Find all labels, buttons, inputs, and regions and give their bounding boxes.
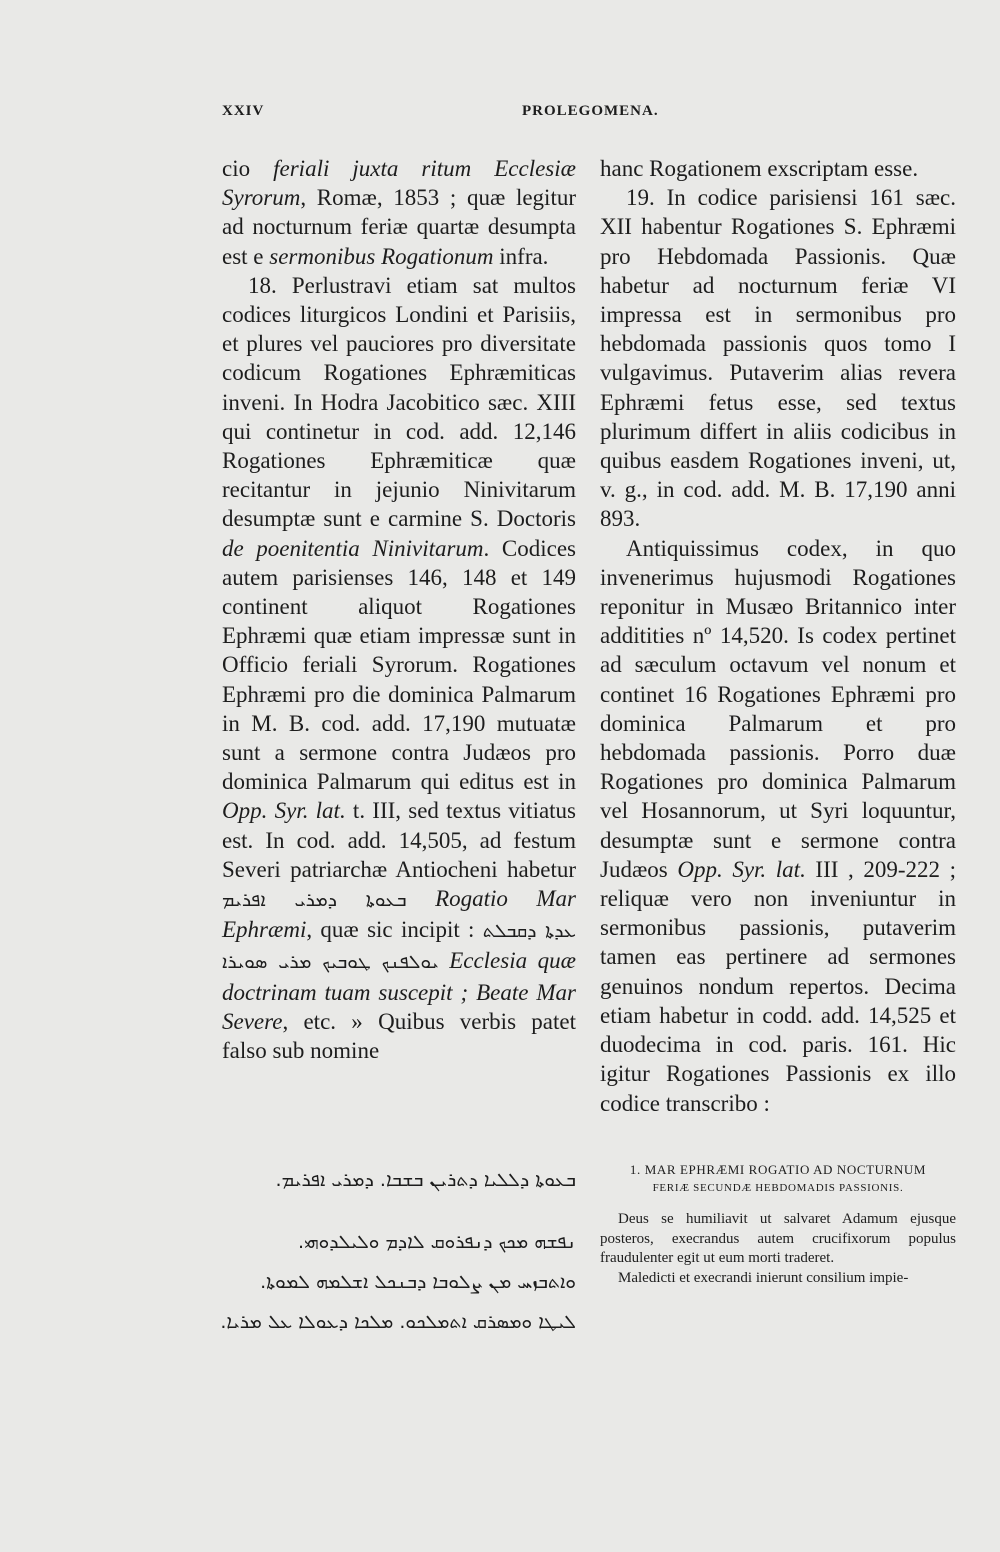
latin-translation-block: [600, 1160, 956, 1288]
translation-heading-line-2: FERIÆ SECUNDÆ HEBDOMADIS PASSIONIS.: [652, 1182, 904, 1194]
italic-text-run: feriali juxta ritum Ecclesiæ Syrorum: [222, 156, 576, 211]
right-text-column: [600, 154, 956, 1118]
paragraph: [600, 154, 956, 183]
translation-heading-line-1: 1. MAR EPHRÆMI ROGATIO AD NOCTURNUM: [629, 1162, 927, 1177]
italic-text-run: sermonibus Rogationum: [269, 243, 494, 269]
text-run: , quæ sic incipit :: [306, 917, 483, 943]
text-run: [407, 886, 435, 911]
italic-text-run: de poenitentia Ninivitarum: [222, 535, 484, 561]
left-text-column: [222, 154, 576, 1065]
text-run: cio: [222, 156, 274, 181]
text-run: Antiquissimus codex, in quo invenerimus hujusmodi Rogationes reponitur in Musæo Britannico inter additities nº 14,520. Is codex pertinet ad sæculum octavum vel nonum et continet 16 Rogationes Ephræmi pro dominica Palmarum et pro hebdomada passionis. Porro duæ Rogationes pro dominica Palmarum vel Hosannorum, ut Syri loquuntur, desumptæ sunt e sermone contra Judæos: [600, 535, 956, 882]
syriac-heading: ܒܥܘܬܐ ܕܠܠܝܐ ܕܬܪܝܢ ܒܫܒܐ. ܕܡܪܝ ܐܦܪܝܡ.: [275, 1169, 576, 1191]
translation-heading: [600, 1160, 956, 1198]
translation-text: [600, 1210, 956, 1288]
syriac-line: ܢܦܫܗ ܡܟܟ ܕܢܦܪܘܩ ܠܐܕܡ ܘܠܝܠܕܘܗܝ.: [298, 1231, 576, 1253]
syriac-text-block: [222, 1160, 576, 1342]
text-run: hanc Rogationem exscriptam esse.: [600, 156, 919, 181]
syriac-line: ܘܐܬܒܙܚ ܡܢ ܨܠܘܒܐ ܕܒܢܟܠ ܐܫܠܡܗ ܠܡܘܬܐ.: [260, 1271, 576, 1293]
italic-text-run: Opp. Syr. lat.: [222, 798, 346, 824]
paragraph: [600, 183, 956, 533]
italic-text-run: Rogatio Mar Ephræmi: [222, 886, 576, 943]
text-run: , Romæ, 1853 ; quæ legitur ad nocturnum feriæ quartæ desumpta est e: [222, 185, 576, 269]
text-run: 19. In codice parisiensi 161 sæc. XII habentur Rogationes S. Ephræmi pro Hebdomada Passionis. Quæ habetur ad nocturnum feriæ VI impressa est in sermonibus pro hebdomada passionis quos tomo I vulgavimus. Putaverim alias revera Ephræmi fetus esse, sed textus plurimum differt in aliis codicibus in quibus easdem Rogationes inveni, ut, v. g., in cod. add. M. B. 17,190 anni 893.: [600, 185, 956, 532]
paragraph: [222, 154, 576, 271]
running-title: PROLEGOMENA.: [522, 103, 659, 119]
text-run: . Codices autem parisienses 146, 148 et 149 continent aliquot Rogationes Ephræmi quæ etiam impressæ sunt in Officio feriali Syrorum. Rogationes Ephræmi pro die dominica Palmarum in M. B. cod. add. 17,190 mutuatæ sunt a sermone contra Judæos pro dominica Palmarum qui editus est in: [222, 535, 576, 795]
syriac-inline-text: ܥܕܬܐ ܕܩܒܠܬ ܝܘܠܦܢܟ ܛܘܒܝܟ ܡܪܝ ܣܘܝܪܐ: [222, 920, 576, 974]
page-number: XXIV: [222, 103, 265, 119]
paragraph: [222, 271, 576, 1065]
text-run: 18. Perlustravi etiam sat multos codices liturgicos Londini et Parisiis, et plures vel pauciores pro diversitate codicum Rogationes Ephræmiticas inveni. In Hodra Jacobitico sæc. XIII qui continetur in cod. add. 12,146 Rogationes Ephræmiticæ quæ recitantur in jejunio Ninivitarum desumptæ sunt e carmine S. Doctoris: [222, 272, 576, 532]
italic-text-run: Ecclesia quæ doctrinam tuam suscepit ; Beate Mar Severe: [222, 948, 576, 1034]
translation-paragraph: Maledicti et execrandi inierunt consilium impie-: [618, 1269, 909, 1286]
text-run: infra.: [493, 243, 549, 269]
syriac-line: ܠܝܛܐ ܘܡܣܪܩ ܐܬܡܠܟܘ. ܡܠܟܐ ܕܥܘܠܐ ܥܠ ܡܪܝܐ.: [220, 1311, 576, 1333]
text-run: [439, 948, 450, 973]
translation-paragraph: Deus se humiliavit ut salvaret Adamum ejusque posteros, execrandus autem crucifixorum populus fraudulenter egit ut eum morti traderet.: [600, 1211, 956, 1267]
text-run: t. III, sed textus vitiatus est. In cod. add. 14,505, ad festum Severi patriarchæ Antiocheni habetur: [222, 798, 577, 882]
italic-text-run: Opp. Syr. lat.: [677, 856, 806, 882]
paragraph: [600, 534, 956, 1118]
text-run: , etc. » Quibus verbis patet falso sub nomine: [222, 1008, 576, 1064]
syriac-inline-text: ܒܥܘܬܐ ܕܡܪܝ ܐܦܪܝܡ: [222, 889, 407, 912]
text-run: III , 209-222 ; reliquæ vero non inveniuntur in sermonibus passionis, putaverim tamen eas pertinere ad sermones genuinos nondum repertos. Decima etiam habetur in codd. add. 14,525 et duodecima in cod. paris. 161. Hic igitur Rogationes Passionis ex illo codice transcribo :: [600, 856, 957, 1116]
